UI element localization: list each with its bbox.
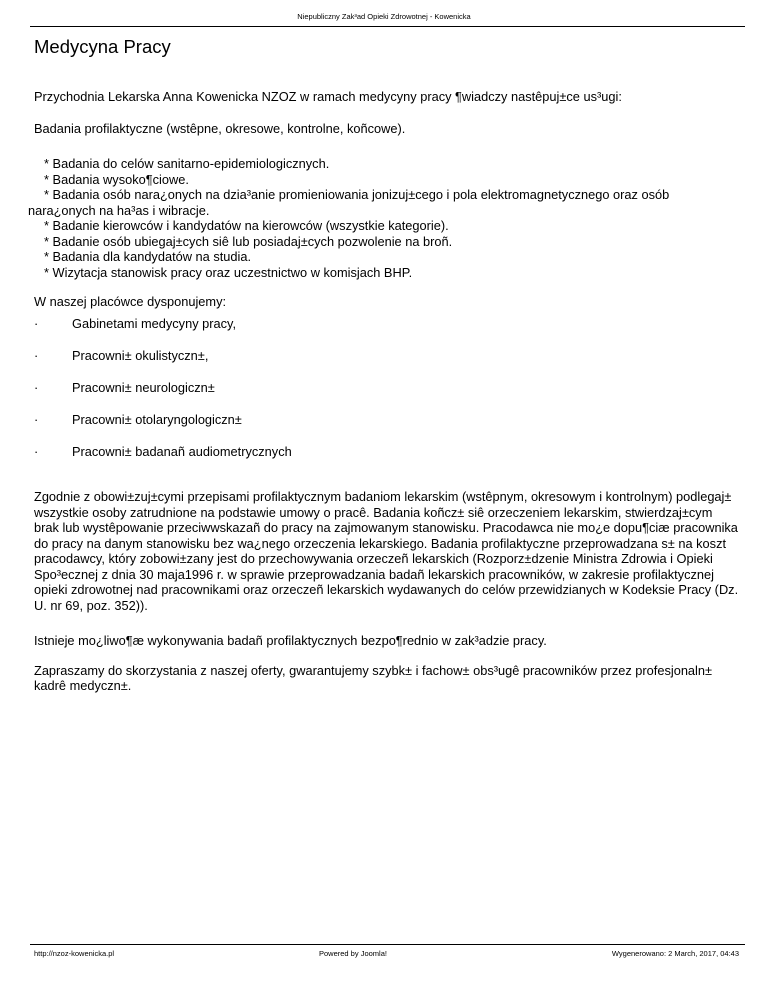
footer-divider [30,944,745,945]
equipment-label: Pracowni± okulistyczn±, [72,347,209,363]
equipment-item [34,348,739,364]
header-divider [30,26,745,27]
onsite-paragraph: Istnieje mo¿liwo¶æ wykonywania badañ profilaktycznych bezpo¶rednio w zak³adzie pracy. [34,633,547,648]
service-item: * Badanie kierowców i kandydatów na kierowców (wszystkie kategorie). [44,218,449,233]
bullet-dot: · [34,347,39,363]
service-item-continuation: nara¿onych na ha³as i wibracje. [28,202,210,218]
equipment-label: Pracowni± badanañ audiometrycznych [72,443,292,459]
footer-url: http://nzoz-kowenicka.pl [34,949,115,958]
footer-powered-by: Powered by Joomla! [319,949,387,958]
bullet-dot: · [34,315,39,331]
bullet-dot: · [34,443,39,459]
page-header: Niepubliczny Zak³ad Opieki Zdrowotnej - Kowenicka [297,12,471,21]
service-item: * Badania dla kandydatów na studia. [44,249,252,264]
service-item: * Badanie osób ubiegaj±cych siê lub posiadaj±cych pozwolenie na broñ. [44,233,453,249]
service-item: * Wizytacja stanowisk pracy oraz uczestnictwo w komisjach BHP. [44,264,413,280]
equipment-label: Pracowni± neurologiczn± [72,379,215,395]
equipment-label: Gabinetami medycyny pracy, [72,315,237,331]
footer-generated-date: Wygenerowano: 2 March, 2017, 04:43 [611,949,739,958]
bullet-dot: · [34,411,39,427]
exam-types-paragraph: Badania profilaktyczne (wstêpne, okresowe, kontrolne, koñcowe). [34,120,406,136]
equipment-item [34,444,739,460]
article [28,34,739,694]
equipment-item [34,412,739,428]
equipment-intro: W naszej placówce dysponujemy: [34,294,227,309]
equipment-label: Pracowni± otolaryngologiczn± [72,411,242,427]
equipment-item [34,380,739,396]
invite-paragraph: Zapraszamy do skorzystania z naszej oferty, gwarantujemy szybk± i fachow± obs³ugê pracowników przez profesjonaln± kadrê medyczn±. [34,662,713,693]
article-title: Medycyna Pracy [34,36,171,57]
bullet-dot: · [34,379,39,395]
legal-paragraph: Zgodnie z obowi±zuj±cymi przepisami profilaktycznym badaniom lekarskim (wstêpnym, okresowym i kontrolnym) podlegaj± wszystkie osoby zatrudnione na podstawie umowy o pracê. Badania koñcz± siê orzeczeniem lekarskim, stwierdzaj±cym brak lub wystêpowanie przeciwwskazañ do pracy na zajmowanym stanowisku. Pracodawca nie mo¿e dopu¶ciæ pracownika do pracy na danym stanowisku bez wa¿nego orzeczenia lekarskiego. Badania profilaktyczne przeprowadzana s± na koszt pracodawcy, który zobowi±zany jest do przechowywania orzeczeñ lekarskich (Rozporz±dzenie Ministra Zdrowia i Opieki Spo³ecznej z dnia 30 maja1996 r. w sprawie przeprowadzania badañ lekarskich pracowników, w zakresie profilaktycznej opieki zdrowotnej nad pracownikami oraz orzeczeñ lekarskich wydawanych do celów przewidzianych w Kodeksie Pracy (Dz. U. nr 69, poz. 352)). [34,489,739,613]
service-item: * Badania do celów sanitarno-epidemiologicznych. [44,156,330,171]
service-item: * Badania wysoko¶ciowe. [44,171,189,187]
equipment-list [34,316,739,460]
service-item: * Badania osób nara¿onych na dzia³anie promieniowania jonizuj±cego i pola elektromagnetycznego oraz osób [44,187,670,202]
equipment-item [34,316,739,332]
intro-paragraph: Przychodnia Lekarska Anna Kowenicka NZOZ w ramach medycyny pracy ¶wiadczy nastêpuj±ce us³ugi: [34,89,622,104]
services-list [28,156,739,280]
